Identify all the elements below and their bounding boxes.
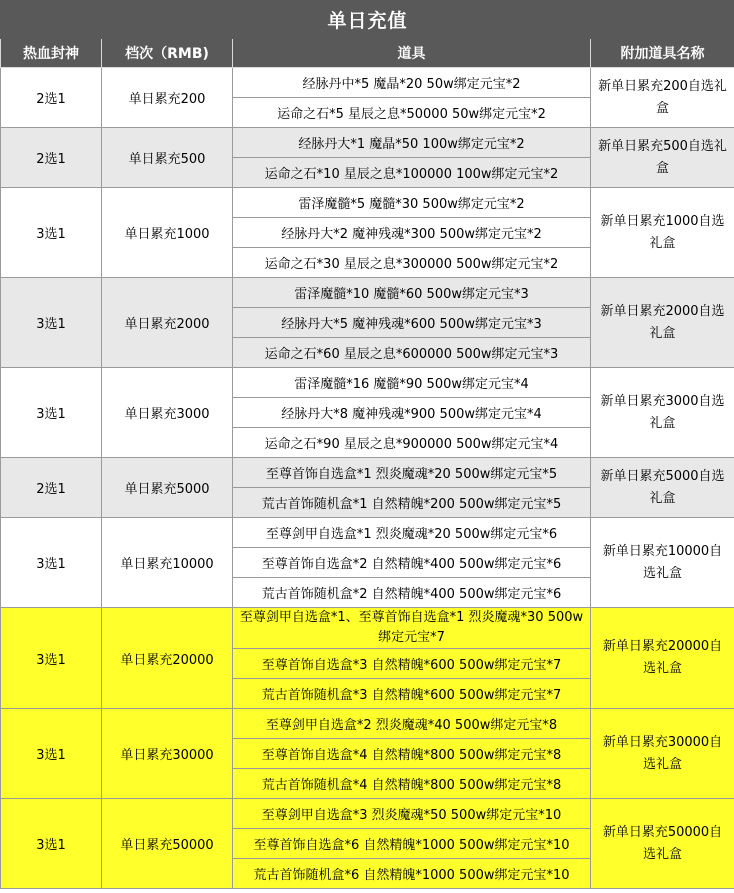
gift-cell: 新单日累充10000自选礼盒 [591,518,734,608]
choose-cell: 3选1 [1,709,102,799]
item-cell: 运命之石*5 星辰之息*50000 50w绑定元宝*2 [233,98,591,128]
tier-cell: 单日累充500 [102,128,233,188]
tier-cell: 单日累充10000 [102,518,233,608]
item-cell: 雷泽魔髓*16 魔髓*90 500w绑定元宝*4 [233,368,591,398]
tier-cell: 单日累充30000 [102,709,233,799]
table-row [1,368,734,398]
tier-cell: 单日累充20000 [102,608,233,709]
item-cell: 运命之石*30 星辰之息*300000 500w绑定元宝*2 [233,248,591,278]
choose-cell: 3选1 [1,278,102,368]
item-cell: 至尊剑甲自选盒*1、至尊首饰自选盒*1 烈炎魔魂*30 500w绑定元宝*7 [233,608,591,649]
tier-cell: 单日累充50000 [102,799,233,889]
choose-cell: 3选1 [1,608,102,709]
choose-cell: 3选1 [1,368,102,458]
item-cell: 雷泽魔髓*10 魔髓*60 500w绑定元宝*3 [233,278,591,308]
item-cell: 经脉丹大*1 魔晶*50 100w绑定元宝*2 [233,128,591,158]
item-cell: 运命之石*10 星辰之息*100000 100w绑定元宝*2 [233,158,591,188]
sheet-title: 单日充值 [1,1,734,39]
item-cell: 经脉丹大*2 魔神残魂*300 500w绑定元宝*2 [233,218,591,248]
gift-cell: 新单日累充500自选礼盒 [591,128,734,188]
item-cell: 至尊剑甲自选盒*2 烈炎魔魂*40 500w绑定元宝*8 [233,709,591,739]
item-cell: 运命之石*60 星辰之息*600000 500w绑定元宝*3 [233,338,591,368]
table-row [1,128,734,158]
item-cell: 经脉丹大*8 魔神残魂*900 500w绑定元宝*4 [233,398,591,428]
table-row [1,799,734,829]
item-cell: 荒古首饰随机盒*6 自然精魄*1000 500w绑定元宝*10 [233,859,591,889]
tier-cell: 单日累充3000 [102,368,233,458]
choose-cell: 2选1 [1,68,102,128]
table-row [1,458,734,488]
choose-cell: 3选1 [1,518,102,608]
header-gift: 附加道具名称 [591,39,734,68]
header-choose: 热血封神 [1,39,102,68]
item-cell: 荒古首饰随机盒*1 自然精魄*200 500w绑定元宝*5 [233,488,591,518]
table-row [1,608,734,649]
item-cell: 至尊首饰自选盒*4 自然精魄*800 500w绑定元宝*8 [233,739,591,769]
item-cell: 至尊首饰自选盒*3 自然精魄*600 500w绑定元宝*7 [233,649,591,679]
tier-cell: 单日累充5000 [102,458,233,518]
item-cell: 荒古首饰随机盒*3 自然精魄*600 500w绑定元宝*7 [233,679,591,709]
tier-cell: 单日累充2000 [102,278,233,368]
item-cell: 雷泽魔髓*5 魔髓*30 500w绑定元宝*2 [233,188,591,218]
table-row [1,278,734,308]
gift-cell: 新单日累充3000自选礼盒 [591,368,734,458]
item-cell: 至尊首饰自选盒*2 自然精魄*400 500w绑定元宝*6 [233,548,591,578]
choose-cell: 3选1 [1,188,102,278]
tier-cell: 单日累充200 [102,68,233,128]
table-row [1,188,734,218]
gift-cell: 新单日累充30000自选礼盒 [591,709,734,799]
item-cell: 荒古首饰随机盒*2 自然精魄*400 500w绑定元宝*6 [233,578,591,608]
item-cell: 经脉丹大*5 魔神残魂*600 500w绑定元宝*3 [233,308,591,338]
gift-cell: 新单日累充20000自选礼盒 [591,608,734,709]
table-row [1,709,734,739]
header-tier: 档次（RMB) [102,39,233,68]
item-cell: 经脉丹中*5 魔晶*20 50w绑定元宝*2 [233,68,591,98]
gift-cell: 新单日累充2000自选礼盒 [591,278,734,368]
item-cell: 至尊首饰自选盒*6 自然精魄*1000 500w绑定元宝*10 [233,829,591,859]
tier-cell: 单日累充1000 [102,188,233,278]
gift-cell: 新单日累充50000自选礼盒 [591,799,734,889]
item-cell: 运命之石*90 星辰之息*900000 500w绑定元宝*4 [233,428,591,458]
gift-cell: 新单日累充1000自选礼盒 [591,188,734,278]
item-cell: 至尊剑甲自选盒*1 烈炎魔魂*20 500w绑定元宝*6 [233,518,591,548]
choose-cell: 2选1 [1,128,102,188]
gift-cell: 新单日累充200自选礼盒 [591,68,734,128]
table-row [1,518,734,548]
header-items: 道具 [233,39,591,68]
item-cell: 荒古首饰随机盒*4 自然精魄*800 500w绑定元宝*8 [233,769,591,799]
item-cell: 至尊剑甲自选盒*3 烈炎魔魂*50 500w绑定元宝*10 [233,799,591,829]
choose-cell: 2选1 [1,458,102,518]
gift-cell: 新单日累充5000自选礼盒 [591,458,734,518]
choose-cell: 3选1 [1,799,102,889]
table-row [1,68,734,98]
item-cell: 至尊首饰自选盒*1 烈炎魔魂*20 500w绑定元宝*5 [233,458,591,488]
